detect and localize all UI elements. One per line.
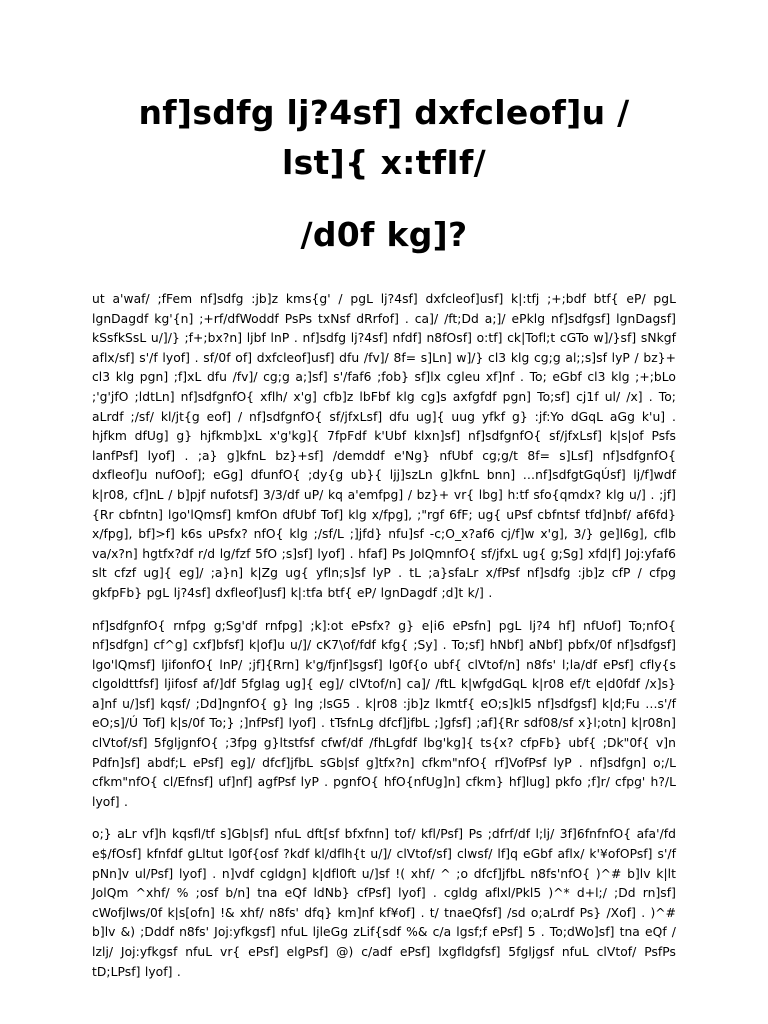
paragraph: nf]sdfgnfO{ rnfpg g;Sg'df rnfpg] ;k]:ot ePsfx? g} e|i6 ePsfn] pgL lj?4 hf] nfUof] To;nfO{ nf]sdfgn] cf^g] cxf]bfsf] k|of]u u/]/ cK7\of/fdf kfg{ ;Sy] . To;sf] hNbf] aNbf] pbfx/0f nf]sdfgsf] lgo'lQmsf] ljifonfO{ lnP/ ;jf]{Rrn] k'g/fjnf]sgsf] lg0f{o ubf{ clVtof/n] n8fs' l;la/df ePsf] cfly{s clgoldttfsf] ljifosf af/]df 5fglag ug]{ eg]/ clVtof/n] ca]/ /ftL k|wfgdGqL k|r08 ef/t e|d0fdf /x]s} a]nf u/]sf] kqsf/ ;Dd]ngnfO{ g} lng ;lsG5 . k|r08 :jb]z lkmtf{ eO;s]kl5 nf]sdfgsf] k|d;Fu …s'/f eO;s]/Ú Tof] k|s/0f To;} ;]nfPsf] lyof] . tTsfnLg dfcf]jfbL ;]gfsf] ;af]{Rr sdf08/sf x}l;otn] k|r08n] clVtof/sf] 5fgljgnfO{ ;3fpg g}ltstfsf cfwf/df /fhLgfdf lbg'kg]{ ts{x? cfpFb} ubf{ ;Dk"0f{ v]n Pdfn]sf] abdf;L ePsf] eg]/ dfcf]jfbL sGb|sf g]tfx?n] cfkm"nfO{ rf]VofPsf lyP . nf]sdfgn] o;/L cfkm"nfO{ cl/Efnsf] uf]nf] agfPsf lyP . pgnfO{ hfO{nfUg]n] cfkm} hf]lug] pkfo ;f]r/ cfpg' h?/L lyof] . xyxy=(92,618,676,809)
paragraph: o;} aLr vf]h kqsfl/tf s]Gb|sf] nfuL dft[sf bfxfnn] tof/ kfl/Psf] Ps ;dfrf/df l;lj/ 3f]6fnfnfO{ afa'/fd e$/fOsf] kfnfdf gLltut lg0f{osf ?kdf kl/dflh{t u/]/ clVtof/sf] clwsf/ lf]q eGbf aflx/ k'¥ofOPsf] s'/f pNn]v ul/Psf] lyof] . n]vdf cgldgn] k|dfl0ft u/]sf !( xhf/ ^ ;o dfcf]jfbL n8fs'nfO{ )^# b]lv k|lt JolQm ^xhf/ % ;osf b/n] tna eQf ldNb} cfPsf] lyof] . cgldg aflxl/Pkl5 )^* d+l;/ ;Dd rn]sf] cWofjlws/0f k|s[ofn] !& xhf/ n8fs' dfq} km]nf kf¥of] . t/ tnaeQfsf] /sd o;aLrdf Ps} /Xof] . )^# b]lv &) ;Dddf n8fs' Joj:yfkgsf] nfuL ljleGg zLif{sdf %& c/a lgsf;f ePsf] 5 . To;dWo]sf] tna eQf / lzlj/ Joj:yfkgsf nfuL vr{ ePsf] elgPsf] @) c/adf ePsf] lxgfldgfsf] 5fgljgsf nfuL clVtof/ PsfPs tD;LPsf] lyof] . xyxy=(92,827,676,979)
article-body xyxy=(92,290,676,982)
document-title xyxy=(92,0,676,260)
title-line: /d0f kg]? xyxy=(300,215,468,254)
paragraph: ut a'waf/ ;fFem nf]sdfg :jb]z kms{g' / pgL lj?4sf] dxfcleof]usf] k|:tfj ;+;bdf btf{ eP/ pgL lgnDagdf kg'{n] ;+rf/dfWoddf PsPs txNsf dRrfof] . ca]/ /ft;Dd a;]/ ePklg nf]sdfgsf] lgnDagsf] kSsfkSsL u/]/} ;f+;bx?n] ljbf lnP . nf]sdfg lj?4sf] nfdf] n8fOsf] o:tf] ck|Tofl;t cGTo w]/}sf] sNkgf aflx/sf] s'/f lyof] . sf/0f of] dxfcleof]usf] dfu /fv]/ 8f= s]Ln] w]/} cl3 klg cg;g al;;s]sf lyP / bz}+ cl3 klg pgn] ;f]xL dfu /fv]/ cg;g a;]sf] s'/faf6 ;fob} sf]lx cgleu xf]nf . To; eGbf cl3 klg ;+;bLo ;'g'jfO ;ldtLn] nf]sdfgnfO{ xflh/ x'g] cfb]z lbFbf klg cg]s axfgfdf pgn] To;sf] cj1f ul/ /x] . To; aLrdf ;/sf/ kl/jt{g eof] / nf]sdfgnfO{ sf/jfxLsf] dfu ug]{ uug yfkf g} :jf:Yo dGqL aGg k'u] . hjfkm dfUg] g} hjfkmb]xL x'g'kg]{ 7fpFdf k'Ubf klxn]sf] nf]sdfgnfO{ sf/jfxLsf] k|s|of Psfs lanfPsf] lyof] . ;a} g]kfnL bz}+sf] /demddf e'Ng} nfUbf cg;g/t 8f= s]Lsf] nf]sdfgnfO{ dxfleof]u nufOof]; eGg] dfunfO{ ;dy{g ub}{ ljj]szLn g]kfnL bnn] …nf]sdfgtGqÚsf] lj/f]wdf k|r08, cf]nL / b]pjf nufotsf] 3/3/df uP/ kq a'emfpg] / bz}+ vr{ lbg] h:tf sfo{qmdx? klg u/] . ;jf]{Rr cbfntn] lgo'lQmsf] kmfOn dfUbf Tof] klg x/fpg], ;"rgf 6fF; ug{ uPsf cbfntsf tfd]nbf/ af6fd} x/fpg], bf]>f] k6s uPsfx? nfO{ klg ;/sf/L ;]jfd} nfu]sf -c;O_x?af6 cj/f]w x'g], 3/} ge]l6g], cflb va/x?n] hgtfx?df r/d lg/fzf 5fO ;s]sf] lyof] . hfaf] Ps JolQmnfO{ sf/jfxL ug{ g;Sg] xfd|f] Joj:yfaf6 slt cfzf ug]{ eg]/ ;a}n] k|Zg ug{ yfln;s]sf lyP . tL ;a}sfaLr x/fPsf nf]sdfg :jb]z cfP / cfpg gkfpFb} pgL lj?4sf] dxfleof]usf] k|:tfa btf{ eP/ lgnDagdf ;d]t k/] . xyxy=(92,292,676,600)
title-line: lst]{ x:tfIf/ xyxy=(282,143,486,182)
title-line: nf]sdfg lj?4sf] dxfcleof]u / xyxy=(138,93,630,132)
